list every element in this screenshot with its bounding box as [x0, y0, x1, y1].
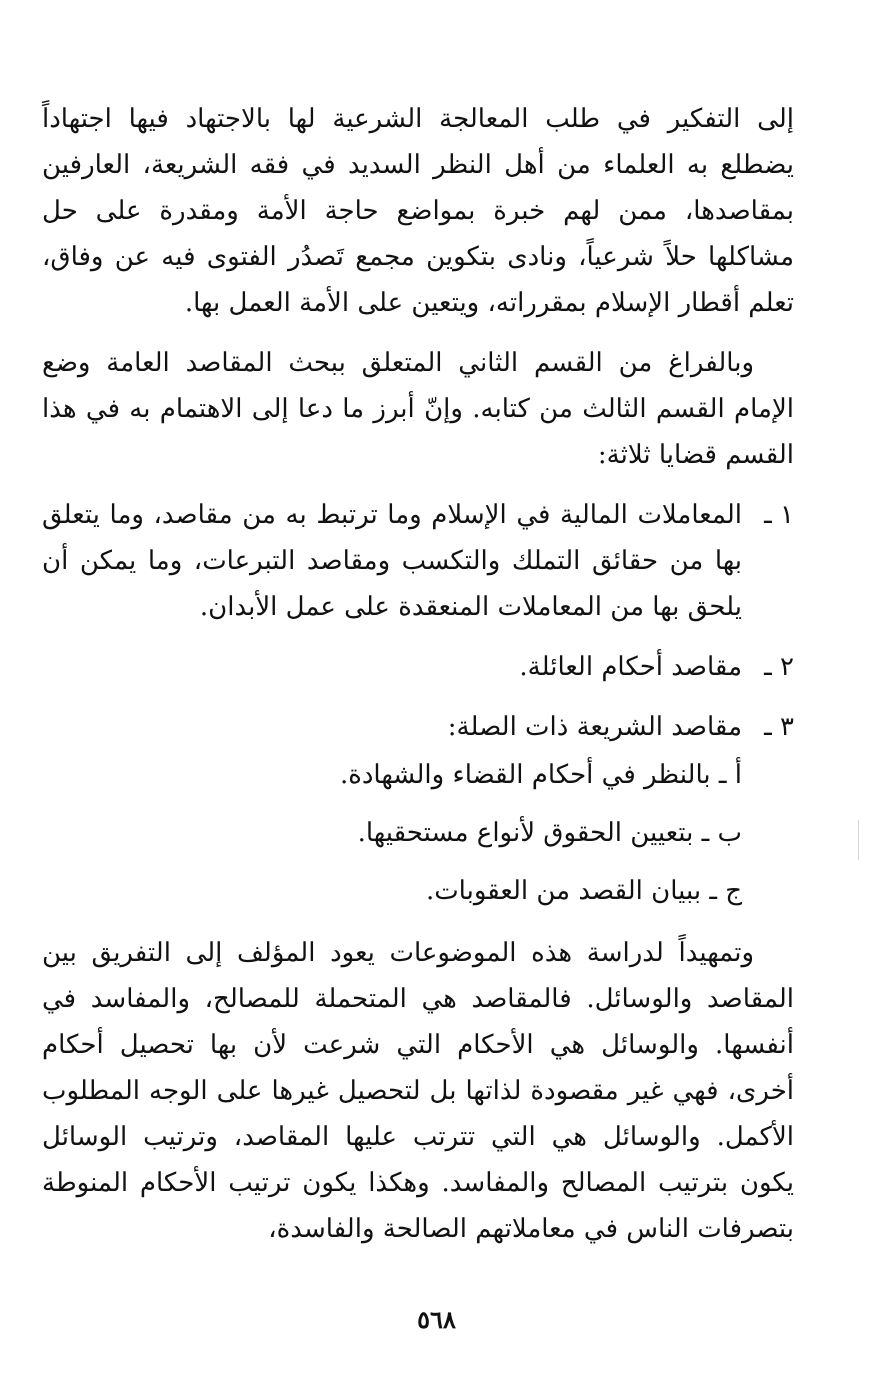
- scan-edge-mark: [858, 820, 859, 860]
- list-item-2: [42, 644, 794, 690]
- sub-item-c: ج ـ ببيان القصد من العقوبات.: [425, 876, 742, 906]
- list-item-1: [42, 492, 794, 630]
- paragraph-2: وبالفراغ من القسم الثاني المتعلق ببحث المقاصد العامة وضع الإمام القسم الثالث من كتابه. وإنّ أبرز ما دعا إلى الاهتمام به في هذا القسم قضايا ثلاثة:: [42, 348, 794, 470]
- paragraph-1: إلى التفكير في طلب المعالجة الشرعية لها بالاجتهاد فيها اجتهاداً يضطلع به العلماء من أهل النظر السديد في فقه الشريعة، العارفين بمقاصدها، ممن لهم خبرة بمواضع حاجة الأمة ومقدرة على حل مشاكلها حلاً شرعياً، ونادى بتكوين مجمع تَصدُر الفتوى فيه عن وفاق، تعلم أقطار الإسلام بمقرراته، ويتعين على الأمة العمل بها.: [42, 104, 794, 318]
- list-number: ٢ ـ: [764, 652, 794, 682]
- sub-item-a: أ ـ بالنظر في أحكام القضاء والشهادة.: [339, 760, 742, 790]
- list-item-3: [42, 704, 794, 750]
- sub-item-b: ب ـ بتعيين الحقوق لأنواع مستحقيها.: [357, 818, 742, 848]
- list-text: مقاصد أحكام العائلة.: [519, 652, 742, 682]
- list-number: ٣ ـ: [764, 712, 794, 742]
- paragraph-3: وتمهيداً لدراسة هذه الموضوعات يعود المؤلف إلى التفريق بين المقاصد والوسائل. فالمقاصد هي المتحملة للمصالح، والمفاسد في أنفسها. والوسائل هي الأحكام التي شرعت لأن بها تحصيل أحكام أخرى، فهي غير مقصودة لذاتها بل لتحصيل غيرها على الوجه المطلوب الأكمل. والوسائل هي التي تترتب عليها المقاصد، وترتيب الوسائل يكون بترتيب المصالح والمفاسد. وهكذا يكون ترتيب الأحكام المنوطة بتصرفات الناس في معاملاتهم الصالحة والفاسدة،: [42, 938, 794, 1244]
- list-text: مقاصد الشريعة ذات الصلة:: [447, 712, 742, 742]
- page-body: [42, 96, 794, 1252]
- list-number: ١ ـ: [764, 500, 794, 530]
- list-text: المعاملات المالية في الإسلام وما ترتبط به من مقاصد، وما يتعلق بها من حقائق التملك والتكسب ومقاصد التبرعات، وما يمكن أن يلحق بها من المعاملات المنعقدة على عمل الأبدان.: [42, 500, 742, 622]
- page-number: ٥٦٨: [417, 1305, 456, 1334]
